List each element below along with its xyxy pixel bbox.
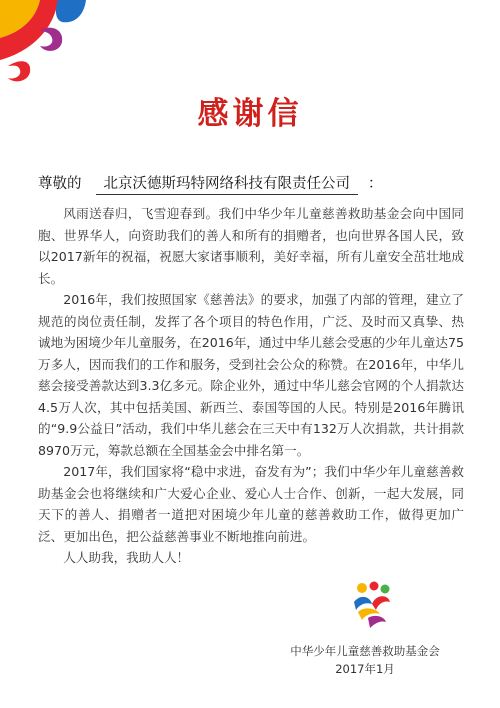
salutation-colon: ： xyxy=(368,176,383,192)
salutation xyxy=(38,172,383,195)
foundation-logo-icon xyxy=(350,580,394,630)
signature-organization: 中华少年儿童慈善救助基金会 xyxy=(290,644,440,658)
letter-body xyxy=(38,203,464,569)
paragraph-2016-review: 2016年，我们按照国家《慈善法》的要求，加强了内部的管理，建立了规范的岗位责任制，发挥了各个项目的特色作用，广泛、及时而又真挚、热诚地为困境少年儿童服务，在2016年，通过中华儿慈会受惠的少年儿童达75万多人，因而我们的工作和服务，受到社会公众的称赞。在2016年，中华儿慈会接受善款达到3.3亿多元。除企业外，通过中华儿慈会官网的个人捐款达4.5万人次，其中包括美国、新西兰、泰国等国的人民。特别是2016年腾讯的“9.9公益日”活动，我们中华儿慈会在三天中有132万人次捐款，共计捐款8970万元，筹款总额在全国基金会中排名第一。 xyxy=(38,292,464,458)
salutation-prefix: 尊敬的 xyxy=(38,176,82,192)
corner-logo-icon xyxy=(0,0,90,90)
paragraph-slogan: 人人助我，我助人人！ xyxy=(63,550,190,565)
recipient-name: 北京沃德斯玛特网络科技有限责任公司 xyxy=(96,172,359,195)
letter-title: 感谢信 xyxy=(197,96,303,132)
signature-block xyxy=(270,642,460,678)
signature-date: 2017年1月 xyxy=(335,662,395,676)
paragraph-2017-outlook: 2017年，我们国家将“稳中求进，奋发有为”；我们中华少年儿童慈善救助基金会也将继续和广大爱心企业、爱心人士合作、创新，一起大发展，同天下的善人、捐赠者一道把对困境少年儿童的慈善救助工作，做得更加广泛、更加出色，把公益慈善事业不断地推向前进。 xyxy=(38,464,464,544)
paragraph-greeting: 风雨送春归，飞雪迎春到。我们中华少年儿童慈善救助基金会向中国同胞、世界华人，向资助我们的善人和所有的捐赠者，也向世界各国人民，致以2017新年的祝福，祝愿大家诸事顺利，美好幸福，所有儿童安全茁壮地成长。 xyxy=(38,206,464,286)
